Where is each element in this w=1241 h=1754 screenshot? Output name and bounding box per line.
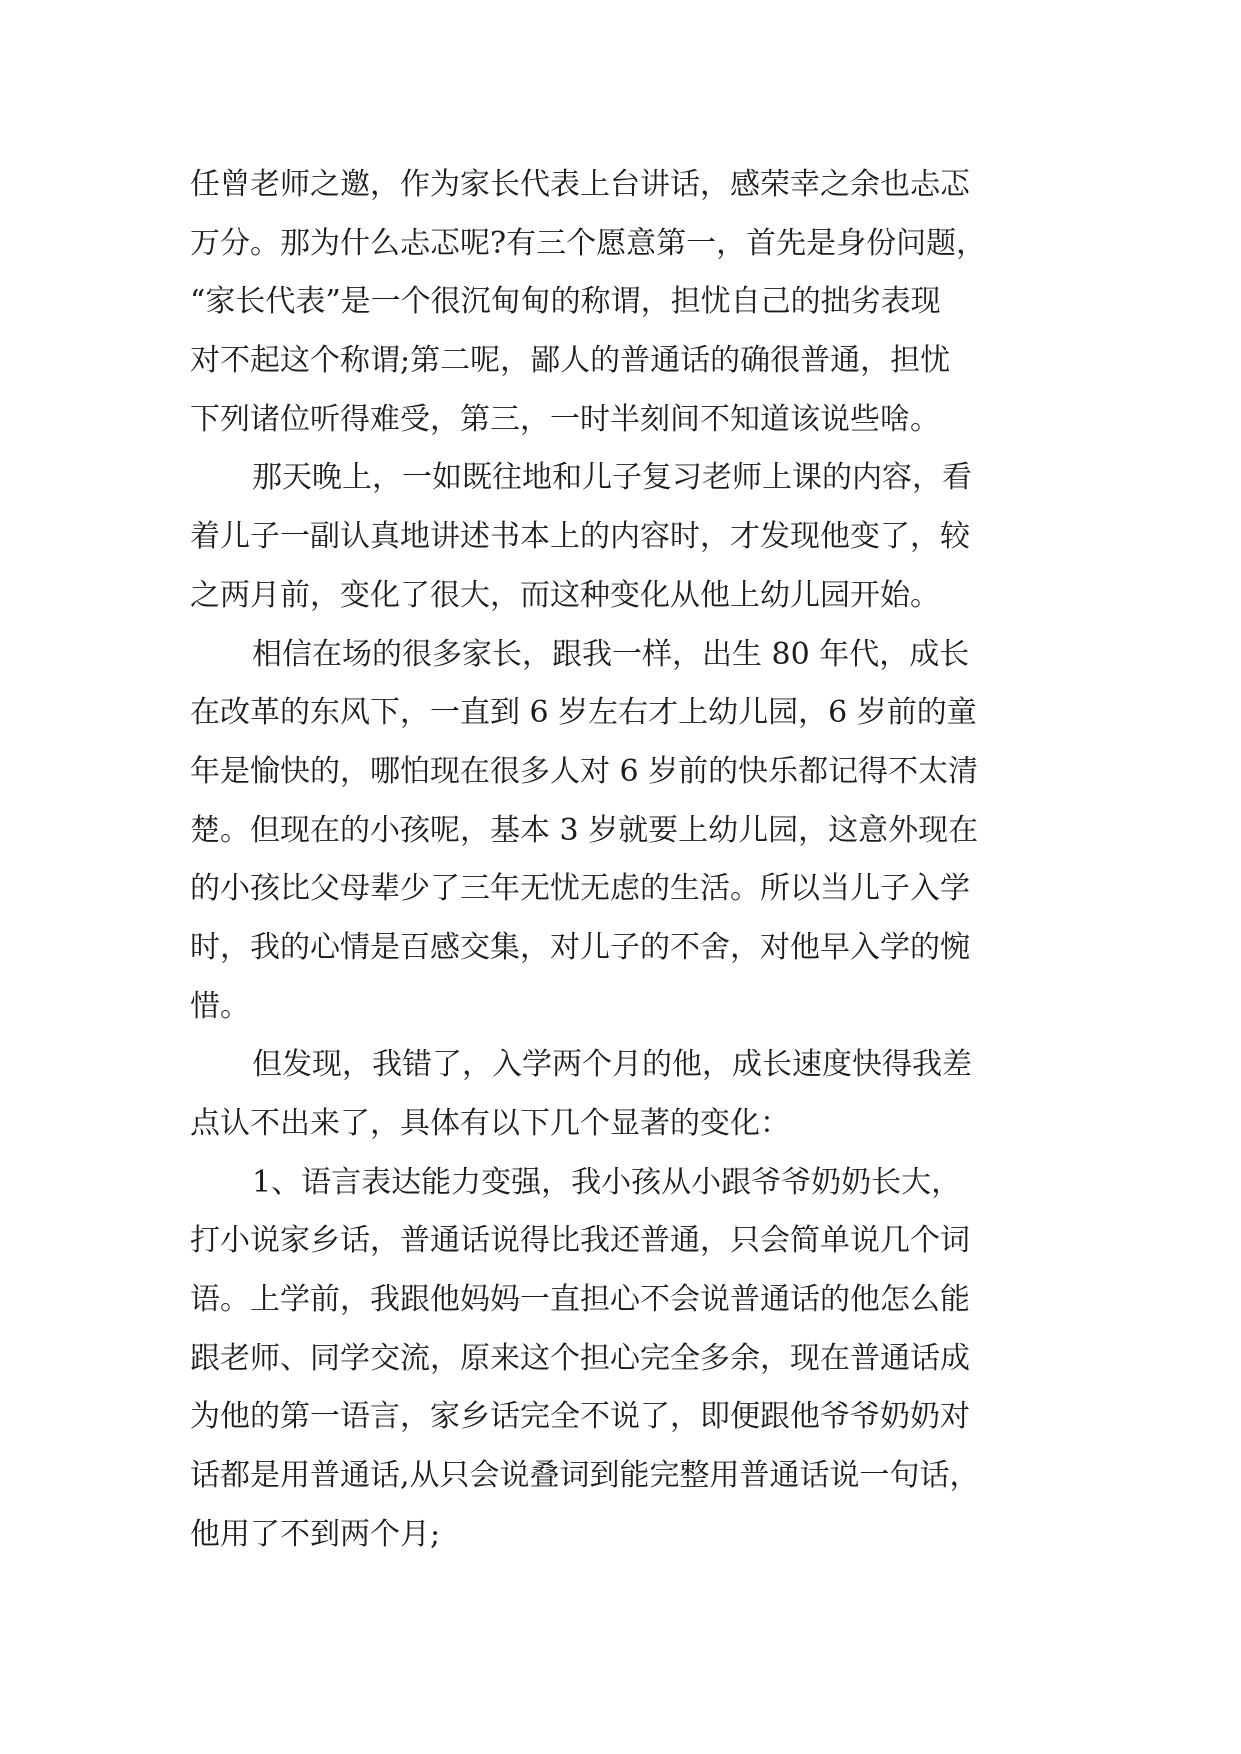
text-line: “家长代表”是一个很沉甸甸的称谓，担忧自己的拙劣表现 — [190, 284, 941, 320]
text-line: 年是愉快的，哪怕现在很多人对 6 岁前的快乐都记得不太清 — [190, 753, 979, 789]
text-line: 在改革的东风下，一直到 6 岁左右才上幼儿园，6 岁前的童 — [190, 695, 977, 731]
text-line: 万分。那为什么忐忑呢?有三个愿意第一，首先是身份问题， — [190, 225, 987, 261]
text-line: 那天晚上，一如既往地和儿子复习老师上课的内容，看 — [252, 460, 972, 496]
text-line: 点认不出来了，具体有以下几个显著的变化： — [190, 1106, 790, 1141]
text-line: 跟老师、同学交流，原来这个担心完全多余，现在普通话成 — [190, 1340, 970, 1376]
text-line: 时，我的心情是百感交集，对儿子的不舍，对他早入学的惋 — [190, 929, 970, 965]
text-line: 语。上学前，我跟他妈妈一直担心不会说普通话的他怎么能 — [190, 1282, 970, 1318]
text-line: 1、语言表达能力变强，我小孩从小跟爷爷奶奶长大， — [252, 1164, 962, 1200]
document-body — [190, 156, 1070, 1565]
text-line: 他用了不到两个月; — [190, 1516, 441, 1552]
text-line: 打小说家乡话，普通话说得比我还普通，只会简单说几个词 — [190, 1223, 970, 1259]
text-line: 着儿子一副认真地讲述书本上的内容时，才发现他变了，较 — [190, 519, 970, 555]
text-line: 但发现，我错了，入学两个月的他，成长速度快得我差 — [252, 1047, 972, 1083]
text-line: 相信在场的很多家长，跟我一样，出生 80 年代，成长 — [252, 636, 970, 672]
text-line: 对不起这个称谓;第二呢，鄙人的普通话的确很普通，担忧 — [190, 343, 951, 379]
text-line: 话都是用普通话,从只会说叠词到能完整用普通话说一句话， — [190, 1458, 980, 1494]
text-line: 为他的第一语言，家乡话完全不说了，即便跟他爷爷奶奶对 — [190, 1399, 970, 1435]
text-line: 惜。 — [190, 988, 250, 1024]
text-line: 之两月前，变化了很大，而这种变化从他上幼儿园开始。 — [190, 577, 940, 613]
text-line: 任曾老师之邀，作为家长代表上台讲话，感荣幸之余也忐忑 — [190, 167, 970, 202]
text-line: 下列诸位听得难受，第三，一时半刻间不知道该说些啥。 — [190, 401, 940, 437]
text-line: 的小孩比父母辈少了三年无忧无虑的生活。所以当儿子入学 — [190, 871, 970, 907]
text-line: 楚。但现在的小孩呢，基本 3 岁就要上幼儿园，这意外现在 — [190, 812, 979, 848]
